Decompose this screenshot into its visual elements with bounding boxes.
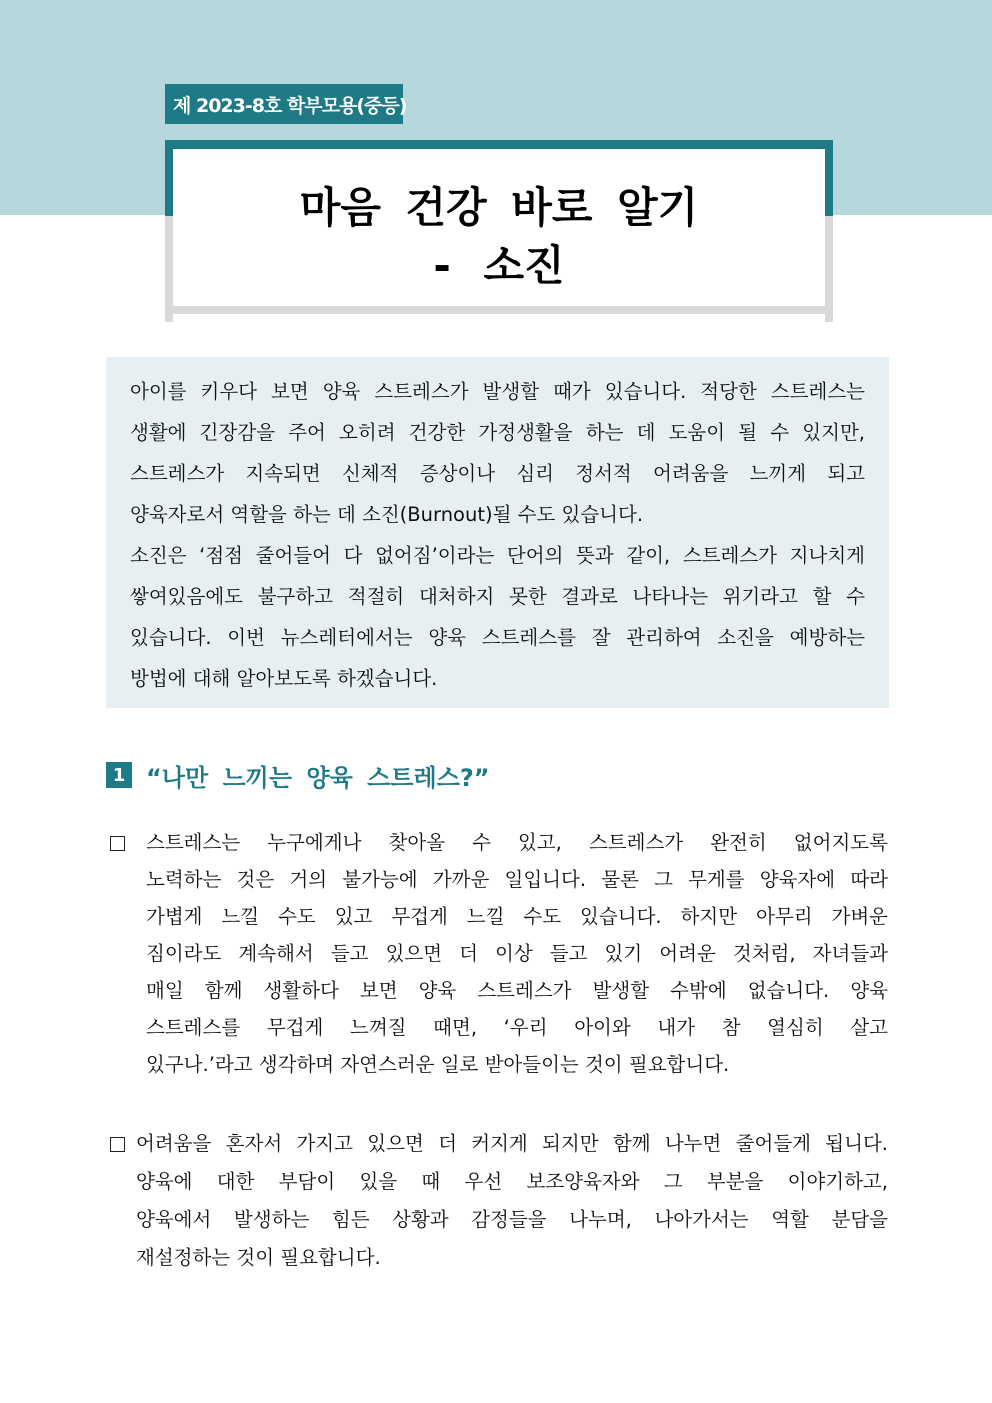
title-frame-left	[165, 216, 173, 322]
paragraph-line: 재설정하는 것이 필요합니다.	[136, 1246, 381, 1269]
page-title: 마음 건강 바로 알기	[299, 183, 699, 232]
bullet-paragraph-1	[110, 824, 890, 1094]
intro-line: 소진은 ‘점점 줄어들어 다 없어짐’이라는 단어의 뜻과 같이, 스트레스가 지나치게	[130, 544, 865, 567]
page-subtitle: - 소진	[433, 241, 565, 290]
intro-line: 방법에 대해 알아보도록 하겠습니다.	[130, 667, 438, 690]
section-heading	[106, 757, 490, 793]
title-frame-right	[825, 216, 833, 322]
paragraph-line: 양육에서 발생하는 힘든 상황과 감정들을 나누며, 나아가서는 역할 분담을	[136, 1208, 888, 1231]
intro-box	[106, 357, 889, 708]
intro-line: 양육자로서 역할을 하는 데 소진(Burnout)될 수도 있습니다.	[130, 503, 644, 526]
section-number: 1	[106, 762, 132, 788]
bullet-paragraph-2	[110, 1125, 890, 1285]
intro-line: 아이를 키우다 보면 양육 스트레스가 발생할 때가 있습니다. 적당한 스트레스는	[130, 380, 865, 403]
intro-line: 스트레스가 지속되면 신체적 증상이나 심리 정서적 어려움을 느끼게 되고	[130, 462, 865, 485]
checkbox-bullet-icon	[110, 1137, 125, 1152]
issue-tag: 제 2023-8호 학부모용(중등)	[165, 84, 403, 124]
paragraph-line: 매일 함께 생활하다 보면 양육 스트레스가 발생할 수밖에 없습니다. 양육	[146, 979, 888, 1002]
intro-line: 있습니다. 이번 뉴스레터에서는 양육 스트레스를 잘 관리하여 소진을 예방하는	[130, 626, 865, 649]
paragraph-line: 가볍게 느낄 수도 있고 무겁게 느낄 수도 있습니다. 하지만 아무리 가벼운	[146, 905, 888, 928]
paragraph-line: 양육에 대한 부담이 있을 때 우선 보조양육자와 그 부분을 이야기하고,	[136, 1170, 888, 1193]
paragraph-line: 짐이라도 계속해서 들고 있으면 더 이상 들고 있기 어려운 것처럼, 자녀들과	[146, 942, 888, 965]
intro-line: 생활에 긴장감을 주어 오히려 건강한 가정생활을 하는 데 도움이 될 수 있지만,	[130, 421, 865, 444]
paragraph-line: 있구나.’라고 생각하며 자연스러운 일로 받아들이는 것이 필요합니다.	[146, 1053, 730, 1076]
intro-line: 쌓여있음에도 불구하고 적절히 대처하지 못한 결과로 나타나는 위기라고 할 수	[130, 585, 865, 608]
paragraph-line: 스트레스를 무겁게 느껴질 때면, ‘우리 아이와 내가 참 열심히 살고	[146, 1016, 888, 1039]
paragraph-line: 스트레스는 누구에게나 찾아올 수 있고, 스트레스가 완전히 없어지도록	[146, 831, 888, 854]
paragraph-line: 노력하는 것은 거의 불가능에 가까운 일입니다. 물론 그 무게를 양육자에 따라	[146, 868, 888, 891]
section-title: “나만 느끼는 양육 스트레스?”	[146, 763, 490, 792]
checkbox-bullet-icon	[110, 836, 125, 851]
paragraph-line: 어려움을 혼자서 가지고 있으면 더 커지게 되지만 함께 나누면 줄어들게 됩니다.	[136, 1132, 888, 1155]
title-box	[165, 140, 833, 314]
